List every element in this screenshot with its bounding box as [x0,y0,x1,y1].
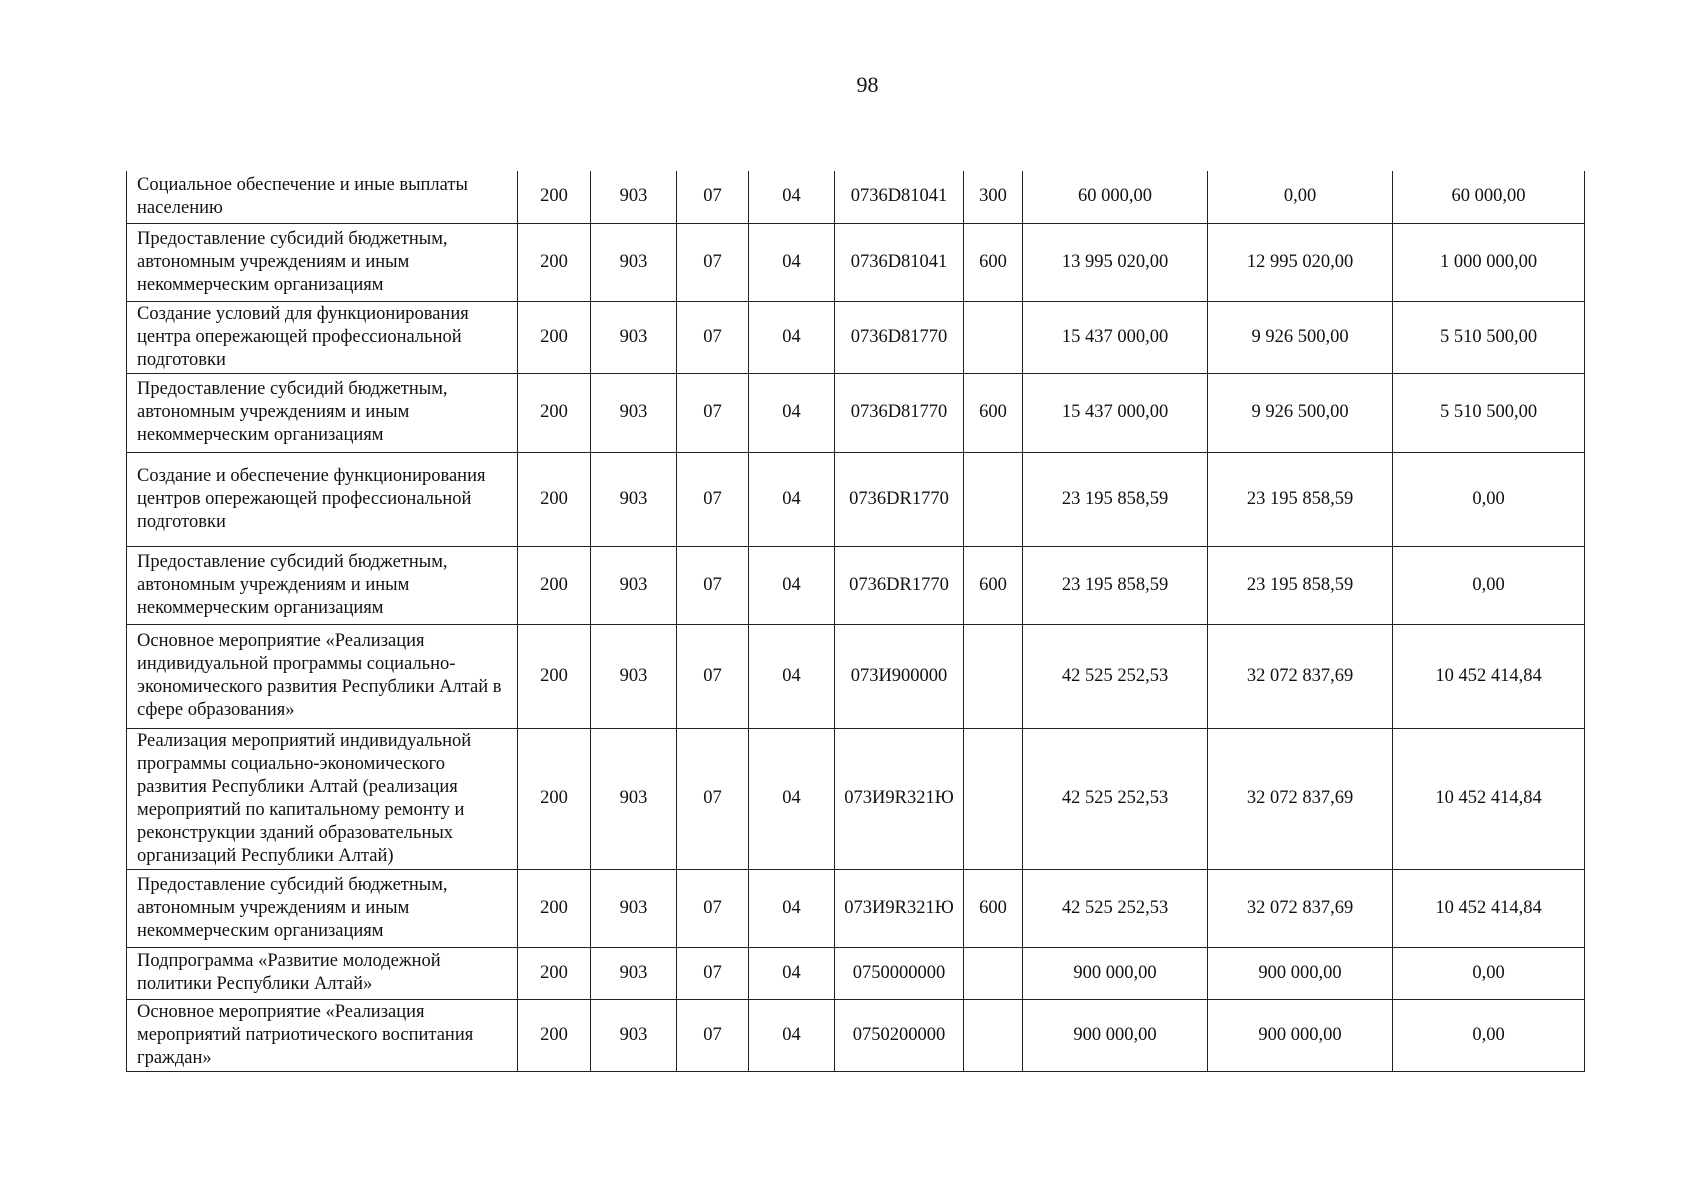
row-name: Основное мероприятие «Реализация индивидуальной программы социально-экономического развития Республики Алтай в сфере образования» [127,624,518,728]
table-row [127,999,1585,1071]
table-row [127,452,1585,546]
amount-federal: 900 000,00 [1208,999,1393,1071]
amount-total: 42 525 252,53 [1023,869,1208,947]
section-code: 07 [677,373,749,452]
amount-federal: 23 195 858,59 [1208,546,1393,624]
subsection-code: 04 [749,999,835,1071]
ministry-code: 903 [591,869,677,947]
amount-total: 23 195 858,59 [1023,546,1208,624]
subsection-code: 04 [749,171,835,223]
target-article-code: 073И9R321Ю [835,728,964,869]
admin-code: 200 [518,301,591,373]
table-row [127,546,1585,624]
expense-type-code [964,301,1023,373]
table-row [127,869,1585,947]
subsection-code: 04 [749,869,835,947]
amount-regional: 0,00 [1393,452,1585,546]
target-article-code: 0736DR1770 [835,546,964,624]
amount-total: 13 995 020,00 [1023,223,1208,301]
admin-code: 200 [518,171,591,223]
expense-type-code: 600 [964,223,1023,301]
ministry-code: 903 [591,947,677,999]
section-code: 07 [677,223,749,301]
expense-type-code [964,947,1023,999]
ministry-code: 903 [591,223,677,301]
amount-total: 900 000,00 [1023,947,1208,999]
admin-code: 200 [518,869,591,947]
row-name: Основное мероприятие «Реализация мероприятий патриотического воспитания граждан» [127,999,518,1071]
row-name: Предоставление субсидий бюджетным, автономным учреждениям и иным некоммерческим организациям [127,869,518,947]
budget-table [126,171,1585,1072]
section-code: 07 [677,869,749,947]
subsection-code: 04 [749,947,835,999]
amount-regional: 5 510 500,00 [1393,373,1585,452]
table-row [127,171,1585,223]
amount-federal: 900 000,00 [1208,947,1393,999]
amount-total: 42 525 252,53 [1023,624,1208,728]
subsection-code: 04 [749,223,835,301]
amount-total: 15 437 000,00 [1023,301,1208,373]
table-row [127,373,1585,452]
target-article-code: 0736DR1770 [835,452,964,546]
amount-federal: 9 926 500,00 [1208,373,1393,452]
amount-federal: 12 995 020,00 [1208,223,1393,301]
expense-type-code: 600 [964,869,1023,947]
admin-code: 200 [518,373,591,452]
amount-regional: 1 000 000,00 [1393,223,1585,301]
subsection-code: 04 [749,728,835,869]
amount-federal: 32 072 837,69 [1208,624,1393,728]
section-code: 07 [677,171,749,223]
section-code: 07 [677,999,749,1071]
subsection-code: 04 [749,301,835,373]
expense-type-code [964,728,1023,869]
amount-regional: 10 452 414,84 [1393,728,1585,869]
section-code: 07 [677,947,749,999]
section-code: 07 [677,624,749,728]
row-name: Подпрограмма «Развитие молодежной политики Республики Алтай» [127,947,518,999]
expense-type-code: 600 [964,373,1023,452]
amount-regional: 10 452 414,84 [1393,624,1585,728]
subsection-code: 04 [749,546,835,624]
amount-total: 15 437 000,00 [1023,373,1208,452]
expense-type-code [964,624,1023,728]
section-code: 07 [677,546,749,624]
ministry-code: 903 [591,999,677,1071]
ministry-code: 903 [591,373,677,452]
admin-code: 200 [518,728,591,869]
ministry-code: 903 [591,301,677,373]
expense-type-code [964,452,1023,546]
subsection-code: 04 [749,452,835,546]
row-name: Реализация мероприятий индивидуальной программы социально-экономического развития Республики Алтай (реализация мероприятий по капитальному ремонту и реконструкции зданий образовательных организаций Республики Алтай) [127,728,518,869]
expense-type-code: 600 [964,546,1023,624]
target-article-code: 0750000000 [835,947,964,999]
target-article-code: 0736D81770 [835,373,964,452]
table-body [127,171,1585,1071]
amount-regional: 0,00 [1393,947,1585,999]
amount-total: 23 195 858,59 [1023,452,1208,546]
ministry-code: 903 [591,452,677,546]
target-article-code: 0736D81041 [835,171,964,223]
subsection-code: 04 [749,373,835,452]
admin-code: 200 [518,452,591,546]
table-row [127,947,1585,999]
amount-regional: 10 452 414,84 [1393,869,1585,947]
target-article-code: 0736D81770 [835,301,964,373]
amount-regional: 0,00 [1393,999,1585,1071]
amount-federal: 32 072 837,69 [1208,869,1393,947]
ministry-code: 903 [591,546,677,624]
subsection-code: 04 [749,624,835,728]
amount-regional: 5 510 500,00 [1393,301,1585,373]
target-article-code: 0736D81041 [835,223,964,301]
row-name: Предоставление субсидий бюджетным, автономным учреждениям и иным некоммерческим организациям [127,373,518,452]
section-code: 07 [677,301,749,373]
admin-code: 200 [518,947,591,999]
amount-total: 60 000,00 [1023,171,1208,223]
amount-federal: 0,00 [1208,171,1393,223]
amount-total: 42 525 252,53 [1023,728,1208,869]
admin-code: 200 [518,999,591,1071]
target-article-code: 073И900000 [835,624,964,728]
expense-type-code: 300 [964,171,1023,223]
target-article-code: 073И9R321Ю [835,869,964,947]
row-name: Создание условий для функционирования центра опережающей профессиональной подготовки [127,301,518,373]
ministry-code: 903 [591,171,677,223]
amount-federal: 23 195 858,59 [1208,452,1393,546]
admin-code: 200 [518,624,591,728]
row-name: Социальное обеспечение и иные выплаты населению [127,171,518,223]
amount-regional: 60 000,00 [1393,171,1585,223]
page-number: 98 [856,72,879,97]
row-name: Предоставление субсидий бюджетным, автономным учреждениям и иным некоммерческим организациям [127,546,518,624]
amount-total: 900 000,00 [1023,999,1208,1071]
section-code: 07 [677,728,749,869]
admin-code: 200 [518,223,591,301]
table-row [127,223,1585,301]
admin-code: 200 [518,546,591,624]
amount-federal: 9 926 500,00 [1208,301,1393,373]
expense-type-code [964,999,1023,1071]
table-row [127,728,1585,869]
section-code: 07 [677,452,749,546]
table-row [127,624,1585,728]
amount-federal: 32 072 837,69 [1208,728,1393,869]
table-row [127,301,1585,373]
amount-regional: 0,00 [1393,546,1585,624]
ministry-code: 903 [591,624,677,728]
target-article-code: 0750200000 [835,999,964,1071]
ministry-code: 903 [591,728,677,869]
row-name: Предоставление субсидий бюджетным, автономным учреждениям и иным некоммерческим организациям [127,223,518,301]
row-name: Создание и обеспечение функционирования центров опережающей профессиональной подготовки [127,452,518,546]
